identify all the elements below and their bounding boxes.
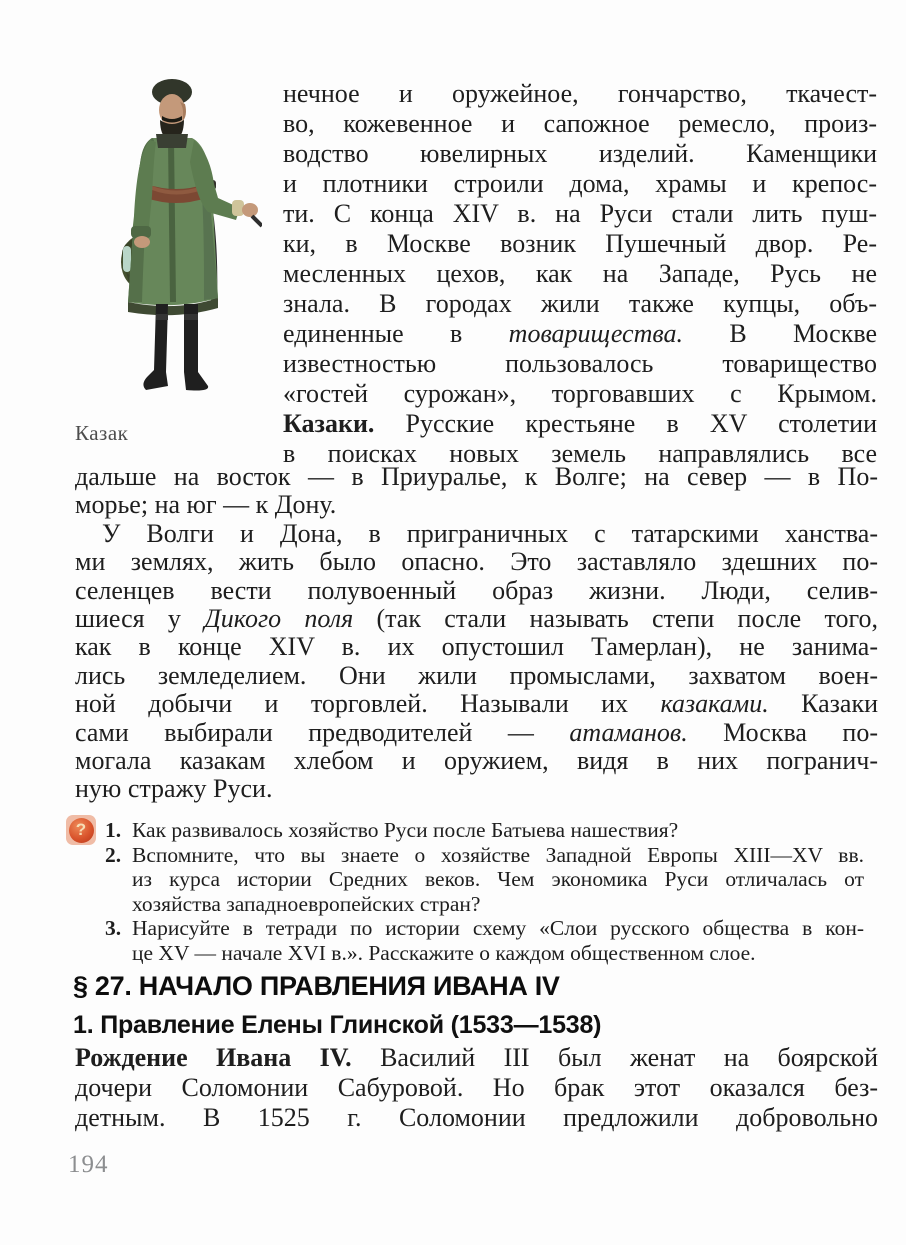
text-line: известностью пользовалось товарищество <box>283 349 877 378</box>
text-line: сами выбирали предводителей — атаманов. Москва по- <box>75 717 878 747</box>
text-line: ти. С конца XIV в. на Руси стали лить пуш- <box>283 199 877 228</box>
text-line: ки, в Москве возник Пушечный двор. Ре- <box>283 229 877 258</box>
question-line: 3. Нарисуйте в тетради по истории схему «Слои русского общества в кон- <box>105 916 864 941</box>
question-mark-glyph: ? <box>75 819 87 839</box>
text-line: водство ювелирных изделий. Каменщики <box>283 139 877 168</box>
text-line: шиеся у Дикого поля (так стали называть степи после того, <box>75 604 878 634</box>
questions-block <box>105 818 865 966</box>
text-line: лись земледелием. Они жили промыслами, захватом воен- <box>75 660 878 690</box>
text-line: нечное и оружейное, гончарство, ткачест- <box>283 79 877 108</box>
text-line: детным. В 1525 г. Соломонии предложили добровольно <box>75 1103 878 1132</box>
text-line: дочери Соломонии Сабуровой. Но брак этот оказался без- <box>75 1073 878 1102</box>
text-line: во, кожевенное и сапожное ремесло, произ- <box>283 109 877 138</box>
text-line: дальше на восток — в Приуралье, к Волге; на север — в По- <box>75 462 878 491</box>
question-line: хозяйства западноевропейских стран? <box>132 891 481 916</box>
text-line: ми землях, жить было опасно. Это заставляло здешних по- <box>75 547 878 577</box>
question-line: из курса истории Средних веков. Чем экономика Руси отличалась от <box>132 867 864 892</box>
text-line: могала казакам хлебом и оружием, видя в них погранич- <box>75 746 878 776</box>
text-line: «гостей сурожан», торговавших с Крымом. <box>283 379 877 408</box>
text-line: единенные в товарищества. В Москве <box>283 319 877 348</box>
text-line: ной добычи и торговлей. Называли их казаками. Казаки <box>75 689 878 719</box>
question-line: це XV — начале XVI в.». Расскажите о каждом общественном слое. <box>132 940 756 965</box>
figure-caption: Казак <box>75 421 129 445</box>
cossack-illustration <box>90 76 262 406</box>
text-line: морье; на юг — к Дону. <box>75 490 337 520</box>
question-icon <box>66 815 96 845</box>
section-heading: § 27. НАЧАЛО ПРАВЛЕНИЯ ИВАНА IV <box>73 971 560 1001</box>
text-line: месленных цехов, как на Западе, Русь не <box>283 259 877 288</box>
text-line: в поисках новых земель направлялись все <box>283 439 877 468</box>
question-line: 2. Вспомните, что вы знаете о хозяйстве Западной Европы XIII—XV вв. <box>105 842 864 867</box>
subsection-heading: 1. Правление Елены Глинской (1533—1538) <box>73 1011 602 1039</box>
text-line: Рождение Ивана IV. Василий III был женат на боярской <box>75 1043 878 1072</box>
text-line: селенцев вести полувоенный образ жизни. Люди, селив- <box>75 575 878 605</box>
page-number: 194 <box>68 1151 109 1178</box>
cossack-figure-svg <box>90 76 262 406</box>
text-line: Казаки. Русские крестьяне в XV столетии <box>283 409 877 438</box>
section-paragraph <box>75 1043 878 1133</box>
text-line: знала. В городах жили также купцы, объ- <box>283 289 877 318</box>
text-line: У Волги и Дона, в приграничных с татарскими ханства- <box>102 518 878 548</box>
body-text-full <box>75 463 878 804</box>
question-line: 1. Как развивалось хозяйство Руси после Батыева нашествия? <box>105 818 679 842</box>
text-line: ную стражу Руси. <box>75 774 273 804</box>
body-text-wrapped <box>283 79 877 469</box>
text-line: и плотники строили дома, храмы и крепос- <box>283 169 877 198</box>
text-line: как в конце XIV в. их опустошил Тамерлан), не занима- <box>75 632 878 662</box>
question-icon-circle <box>69 818 94 843</box>
